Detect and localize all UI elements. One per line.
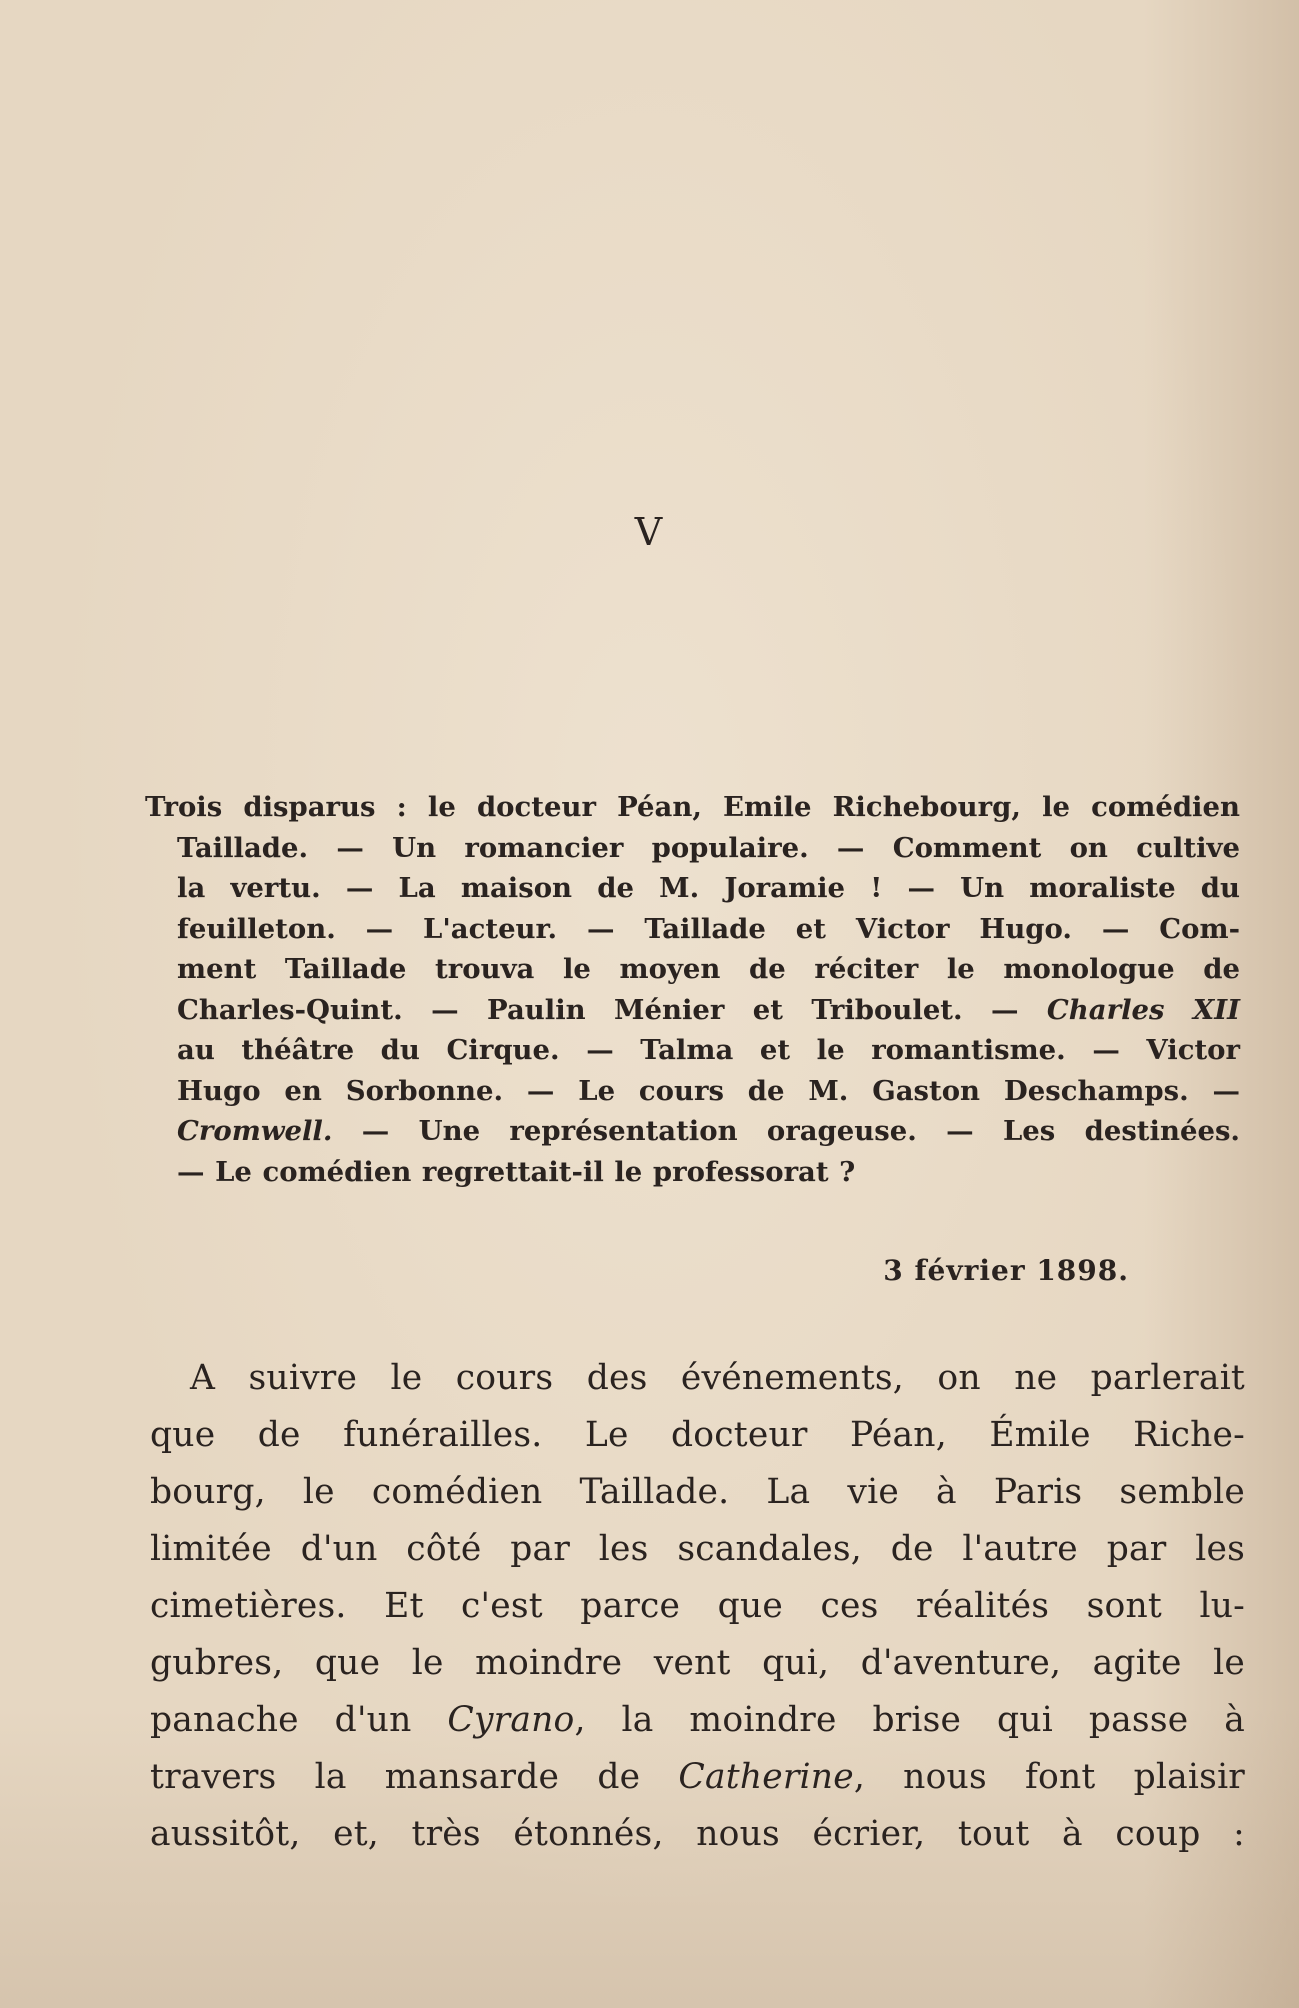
body-line — [150, 1749, 1245, 1806]
summary-line: Trois disparus : le docteur Péan, Emile Richebourg, le comédien — [145, 791, 1240, 823]
body-text-segment: , la moindre brise qui passe à — [574, 1700, 1245, 1740]
body-italic-title: Catherine — [678, 1757, 854, 1797]
body-line: aussitôt, et, très étonnés, nous écrier, tout à coup : — [150, 1814, 1245, 1854]
date-line: 3 février 1898. — [883, 1254, 1129, 1287]
chapter-number: V — [634, 510, 665, 554]
summary-line — [177, 990, 1240, 1031]
summary-line: — Le comédien regrettait-il le professorat ? — [177, 1155, 856, 1188]
summary-line: Hugo en Sorbonne. — Le cours de M. Gaston Deschamps. — — [177, 1074, 1240, 1107]
summary-line-text: — Une représentation orageuse. — Les destinées. — [361, 1115, 1240, 1147]
body-line: que de funérailles. Le docteur Péan, Émile Riche- — [150, 1415, 1245, 1455]
summary-line: la vertu. — La maison de M. Joramie ! — Un moraliste du — [177, 872, 1240, 904]
body-line: A suivre le cours des événements, on ne parlerait — [190, 1358, 1245, 1398]
chapter-summary — [145, 787, 1240, 1192]
body-line: gubres, que le moindre vent qui, d'aventure, agite le — [150, 1643, 1245, 1683]
summary-italic-title: Charles XII — [1046, 993, 1240, 1026]
body-text-segment: panache d'un — [150, 1700, 412, 1740]
summary-line: au théâtre du Cirque. — Talma et le romantisme. — Victor — [177, 1034, 1240, 1066]
summary-line — [177, 1111, 1240, 1152]
summary-italic-title: Cromwell. — [177, 1115, 333, 1147]
summary-line: ment Taillade trouva le moyen de réciter le monologue de — [177, 953, 1240, 985]
body-line: limitée d'un côté par les scandales, de l'autre par les — [150, 1529, 1245, 1569]
body-paragraph — [150, 1350, 1245, 1863]
body-italic-title: Cyrano — [447, 1700, 575, 1740]
body-line — [150, 1692, 1245, 1749]
body-line: bourg, le comédien Taillade. La vie à Paris semble — [150, 1472, 1245, 1512]
summary-line: Taillade. — Un romancier populaire. — Comment on cultive — [177, 831, 1240, 864]
summary-line: feuilleton. — L'acteur. — Taillade et Victor Hugo. — Com- — [177, 912, 1240, 945]
body-text-segment: , nous font plaisir — [853, 1757, 1245, 1797]
body-text-segment: travers la mansarde de — [150, 1757, 641, 1797]
summary-line-text: Charles-Quint. — Paulin Ménier et Triboulet. — — [177, 993, 1019, 1026]
body-line: cimetières. Et c'est parce que ces réalités sont lu- — [150, 1586, 1245, 1626]
